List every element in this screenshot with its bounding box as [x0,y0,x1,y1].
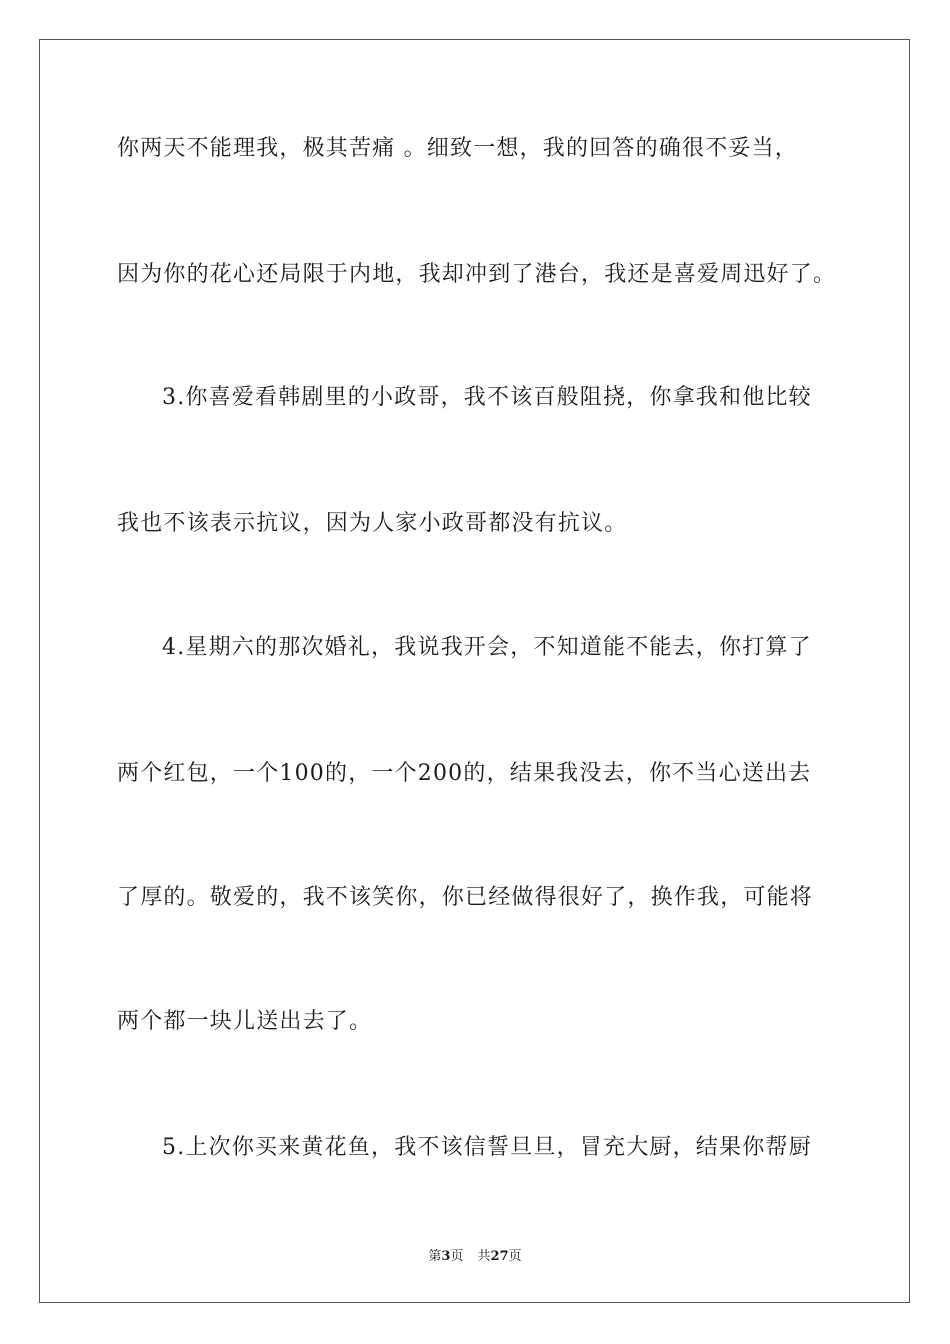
footer-page-total: 27 [490,1249,509,1264]
text-line-5: 4.星期六的那次婚礼，我说我开会，不知道能不能去，你打算了 [162,635,812,660]
text-line-3: 3.你喜爱看韩剧里的小政哥，我不该百般阻挠，你拿我和他比较 [162,385,812,410]
text-line-6: 两个红包，一个100的，一个200的，结果我没去，你不当心送出去 [117,761,812,786]
footer-total-prefix: 共 [477,1249,491,1264]
text-line-4: 我也不该表示抗议，因为人家小政哥都没有抗议。 [117,511,628,536]
text-line-9: 5.上次你买来黄花鱼，我不该信誓旦旦，冒充大厨，结果你帮厨 [162,1135,812,1160]
page-footer [0,1248,950,1266]
text-line-8: 两个都一块儿送出去了。 [117,1009,373,1034]
footer-total-suffix: 页 [508,1249,522,1264]
text-line-1: 你两天不能理我，极其苦痛 。细致一想，我的回答的确很不妥当， [117,136,798,161]
footer-page-current: 3 [441,1249,451,1264]
page-frame [39,39,910,1303]
footer-page-prefix: 第 [428,1249,442,1264]
text-line-2: 因为你的花心还局限于内地，我却冲到了港台，我还是喜爱周迅好了。 [117,262,837,287]
footer-page-suffix: 页 [450,1249,464,1264]
text-line-7: 了厚的。敬爱的，我不该笑你，你已经做得很好了，换作我，可能将 [117,885,814,910]
